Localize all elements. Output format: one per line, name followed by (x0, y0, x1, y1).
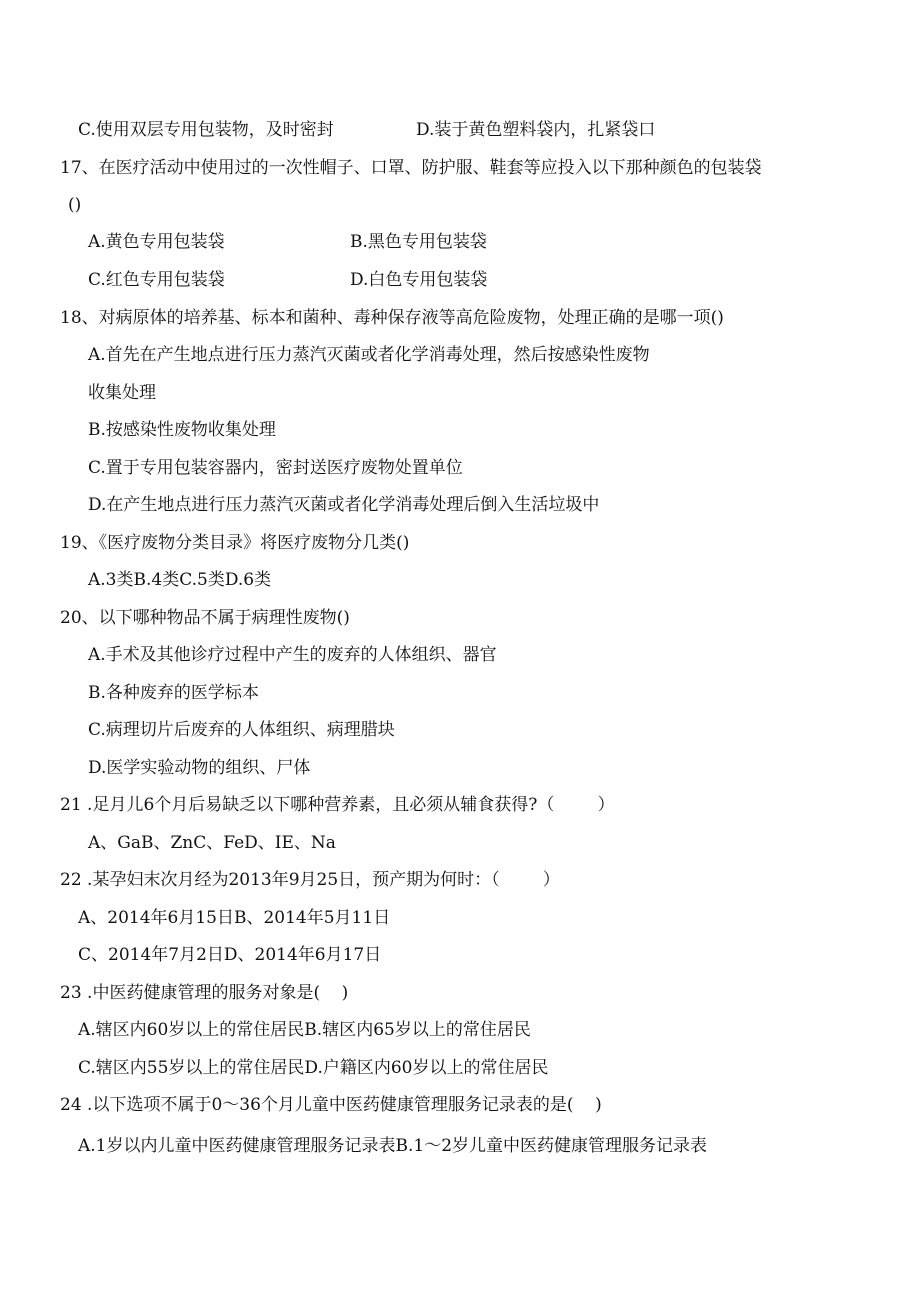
q20-option-a: A.手术及其他诊疗过程中产生的废弃的人体组织、器官 (88, 645, 497, 665)
q20-option-d: D.医学实验动物的组织、尸体 (88, 758, 311, 778)
q19-options: A.3类B.4类C.5类D.6类 (88, 570, 272, 590)
q18-option-d: D.在产生地点进行压力蒸汽灭菌或者化学消毒处理后倒入生活垃圾中 (88, 495, 600, 515)
q21-options: A、GaB、ZnC、FeD、IE、Na (88, 833, 336, 853)
q18-option-b: B.按感染性废物收集处理 (88, 420, 276, 440)
q18-option-a-line1: A.首先在产生地点进行压力蒸汽灭菌或者化学消毒处理，然后按感染性废物 (88, 345, 650, 365)
q17-paren: () (68, 195, 82, 215)
q17-stem: 17、在医疗活动中使用过的一次性帽子、口罩、防护服、鞋套等应投入以下那种颜色的包装袋 (60, 158, 762, 178)
q19-stem: 19、《医疗废物分类目录》将医疗废物分几类() (60, 533, 410, 553)
q18-option-a-line2: 收集处理 (88, 383, 156, 403)
q23-stem: 23 .中医药健康管理的服务对象是( ) (60, 983, 349, 1003)
q17-option-d: D.白色专用包装袋 (350, 270, 488, 290)
q20-stem: 20、以下哪种物品不属于病理性废物() (60, 608, 350, 628)
q22-options-1: A、2014年6月15日B、2014年5月11日 (78, 908, 391, 928)
q20-option-c: C.病理切片后废弃的人体组织、病理腊块 (88, 720, 395, 740)
q17-option-b: B.黑色专用包装袋 (350, 232, 487, 252)
q17-option-c: C.红色专用包装袋 (88, 270, 225, 290)
q16-option-d: D.装于黄色塑料袋内，扎紧袋口 (416, 120, 656, 140)
q18-option-c: C.置于专用包装容器内，密封送医疗废物处置单位 (88, 458, 463, 478)
q17-option-a: A.黄色专用包装袋 (88, 232, 225, 252)
q22-stem: 22 .某孕妇末次月经为2013年9月25日，预产期为何时：（ ） (60, 870, 560, 890)
q18-stem: 18、对病原体的培养基、标本和菌种、毒种保存液等高危险废物，处理正确的是哪一项() (60, 308, 724, 328)
q23-options-2: C.辖区内55岁以上的常住居民D.户籍区内60岁以上的常住居民 (78, 1058, 549, 1078)
q24-options-1: A.1岁以内儿童中医药健康管理服务记录表B.1～2岁儿童中医药健康管理服务记录表 (78, 1136, 708, 1156)
q23-options-1: A.辖区内60岁以上的常住居民B.辖区内65岁以上的常住居民 (78, 1020, 531, 1040)
q16-option-c: C.使用双层专用包装物，及时密封 (78, 120, 334, 140)
q22-options-2: C、2014年7月2日D、2014年6月17日 (78, 945, 382, 965)
q24-stem: 24 .以下选项不属于0～36个月儿童中医药健康管理服务记录表的是( ) (60, 1095, 602, 1115)
q21-stem: 21 .足月儿6个月后易缺乏以下哪种营养素，且必须从辅食获得?（ ） (60, 795, 615, 815)
q20-option-b: B.各种废弃的医学标本 (88, 683, 259, 703)
